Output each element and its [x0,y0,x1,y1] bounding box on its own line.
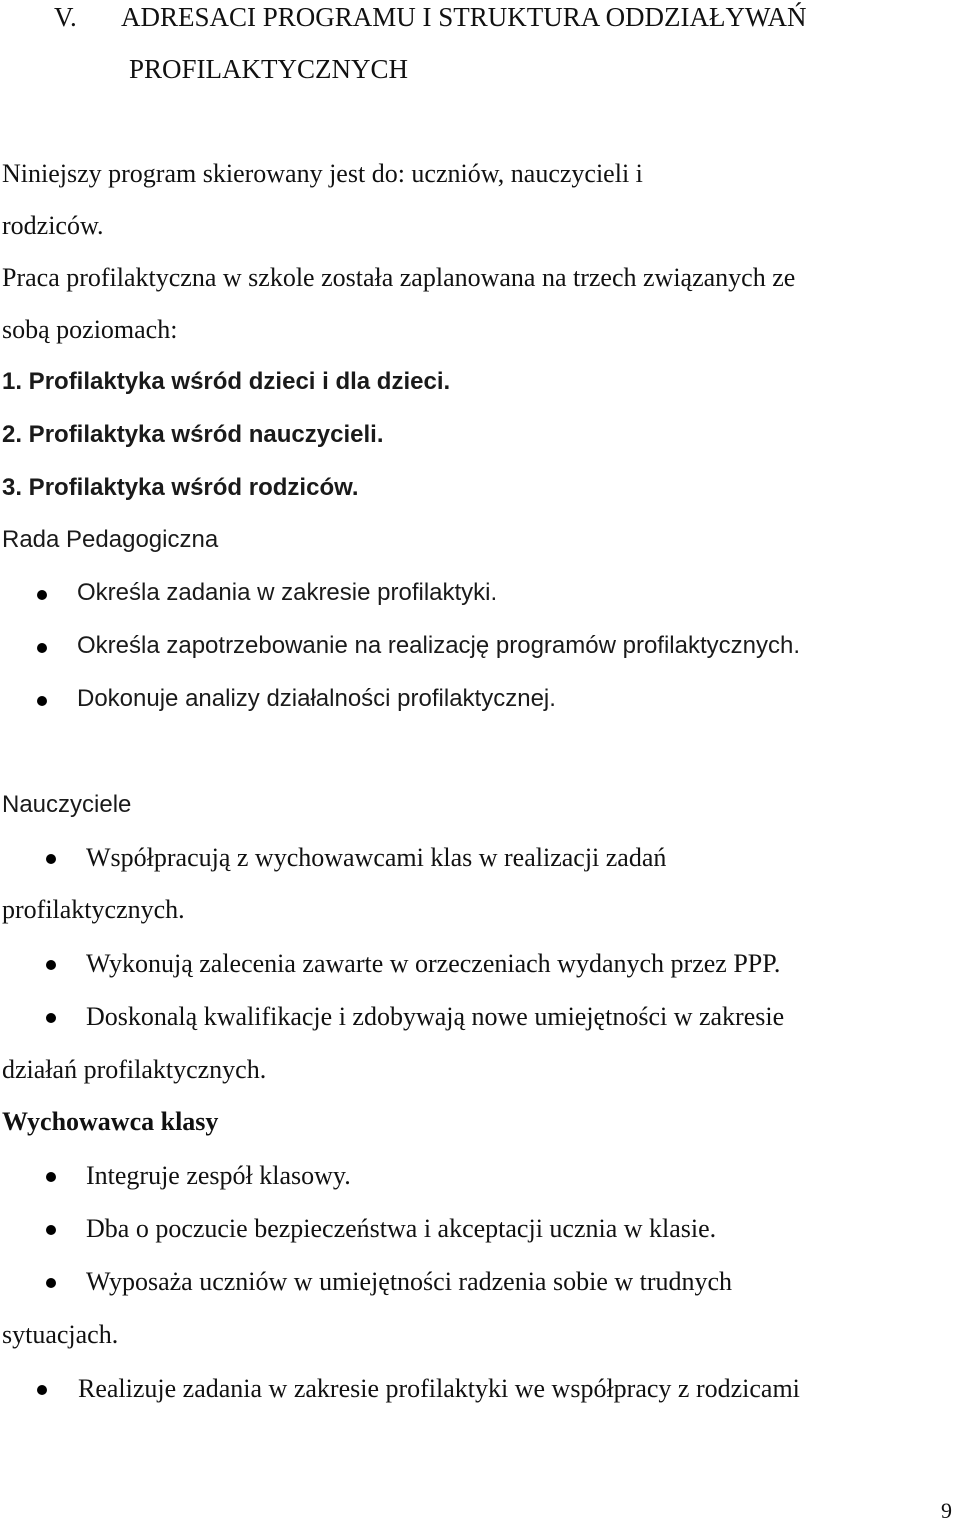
rada-item: Określa zadania w zakresie profilaktyki. [77,579,498,606]
wychowawca-item: Integruje zespół klasowy. [86,1161,351,1190]
bullet-icon [37,1385,47,1395]
rada-item: Dokonuje analizy działalności profilaktycznej. [77,685,556,712]
page-number: 9 [941,1498,952,1523]
intro-line: sobą poziomach: [2,315,178,344]
bullet-icon [46,1225,56,1235]
section-number: V. [54,2,77,32]
section-title-line1: ADRESACI PROGRAMU I STRUKTURA ODDZIAŁYWAŃ [121,2,807,32]
wychowawca-item: Realizuje zadania w zakresie profilaktyki we współpracy z rodzicami [78,1374,800,1403]
intro-line: Niniejszy program skierowany jest do: uczniów, nauczycieli i [2,159,643,188]
level-item: 3. Profilaktyka wśród rodziców. [2,474,359,501]
wychowawca-heading: Wychowawca klasy [2,1107,219,1136]
nauczyciele-item-continuation: działań profilaktycznych. [2,1055,267,1084]
bullet-icon [37,696,47,706]
wychowawca-item: Dba o poczucie bezpieczeństwa i akceptacji ucznia w klasie. [86,1214,717,1243]
nauczyciele-heading: Nauczyciele [2,791,132,818]
bullet-icon [37,643,47,653]
nauczyciele-item: Wykonują zalecenia zawarte w orzeczeniach wydanych przez PPP. [86,949,781,978]
level-item: 2. Profilaktyka wśród nauczycieli. [2,421,384,448]
bullet-icon [46,1172,56,1182]
bullet-icon [46,960,56,970]
intro-line: rodziców. [2,211,104,240]
wychowawca-item: Wyposaża uczniów w umiejętności radzenia sobie w trudnych [86,1267,733,1296]
bullet-icon [46,1013,56,1023]
bullet-icon [46,1278,56,1288]
nauczyciele-item: Współpracują z wychowawcami klas w realizacji zadań [86,843,667,872]
rada-item: Określa zapotrzebowanie na realizację programów profilaktycznych. [77,632,800,659]
wychowawca-item-continuation: sytuacjach. [2,1320,119,1349]
section-title-line2: PROFILAKTYCZNYCH [129,54,409,84]
bullet-icon [46,854,56,864]
level-item: 1. Profilaktyka wśród dzieci i dla dzieci. [2,368,451,395]
intro-line: Praca profilaktyczna w szkole została zaplanowana na trzech związanych ze [2,263,796,292]
rada-heading: Rada Pedagogiczna [2,526,219,553]
nauczyciele-item-continuation: profilaktycznych. [2,895,185,924]
nauczyciele-item: Doskonalą kwalifikacje i zdobywają nowe umiejętności w zakresie [86,1002,785,1031]
bullet-icon [37,590,47,600]
